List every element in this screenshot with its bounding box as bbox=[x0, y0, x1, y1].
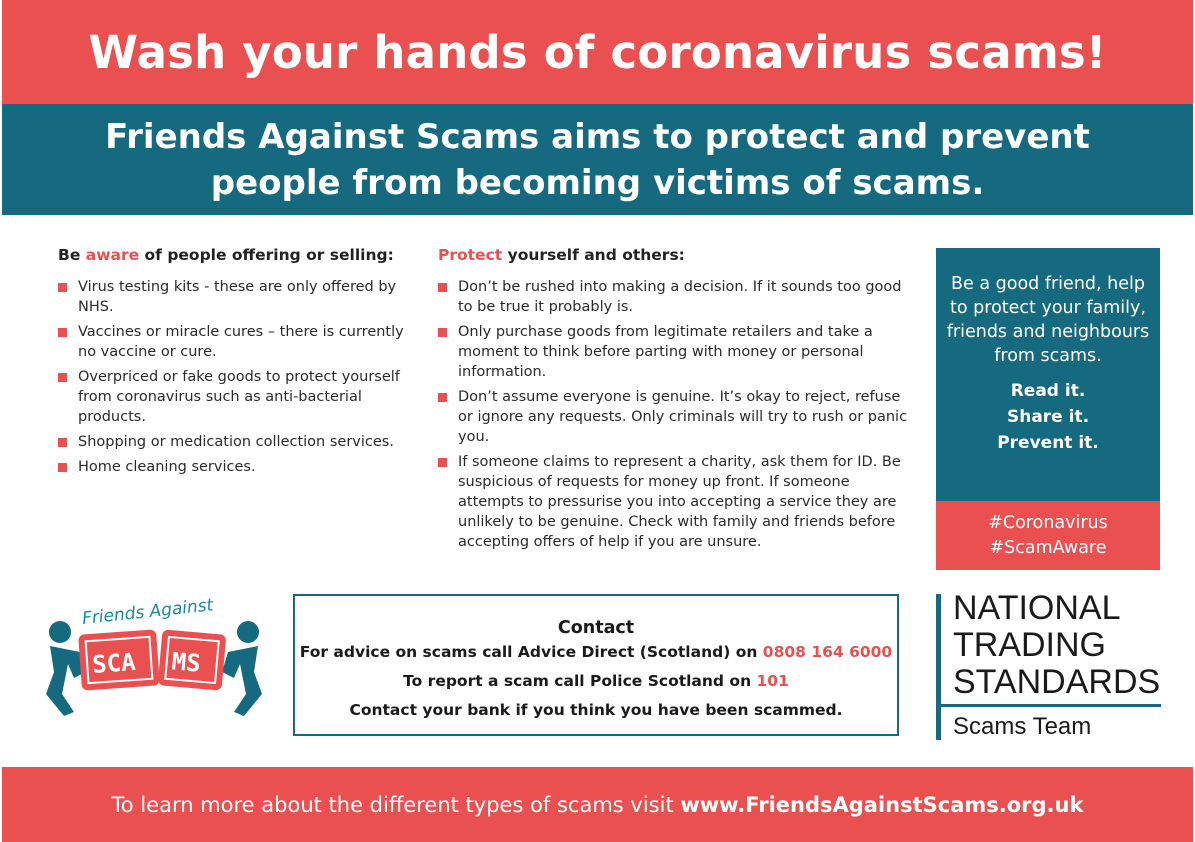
protect-section bbox=[438, 246, 908, 557]
subtitle-banner bbox=[2, 104, 1193, 215]
hashtag-box bbox=[936, 501, 1160, 570]
hashtag-scamaware: #ScamAware bbox=[989, 537, 1107, 558]
aware-item-text: Overpriced or fake goods to protect yourself from coronavirus such as anti-bacterial products. bbox=[78, 369, 400, 425]
nts-team: Scams Team bbox=[953, 713, 1092, 740]
subtitle-line-2: people from becoming victims of scams. bbox=[210, 162, 985, 203]
person-right-head-icon bbox=[237, 621, 259, 643]
footer-url-link[interactable]: www.FriendsAgainstScams.org.uk bbox=[680, 792, 1084, 817]
protect-item-text: Don’t be rushed into making a decision. If it sounds too good to be true it probably is. bbox=[458, 279, 902, 315]
aware-heading bbox=[58, 246, 418, 264]
contact-box bbox=[293, 594, 899, 736]
subtitle-line-1: Friends Against Scams aims to protect and prevent bbox=[105, 116, 1090, 157]
bullet-square-icon bbox=[438, 458, 447, 467]
aware-item-text: Vaccines or miracle cures – there is currently no vaccine or cure. bbox=[78, 324, 404, 360]
friend-message: Be a good friend, help to protect your family, friends and neighbours from scams. bbox=[946, 274, 1150, 366]
bullet-square-icon bbox=[58, 328, 67, 337]
bullet-square-icon bbox=[438, 328, 447, 337]
bullet-square-icon bbox=[58, 463, 67, 472]
footer-text-pre: To learn more about the different types of scams visit bbox=[111, 792, 681, 817]
advice-phone-link[interactable]: 0808 164 6000 bbox=[762, 643, 893, 661]
bullet-square-icon bbox=[438, 393, 447, 402]
protect-item-text: Only purchase goods from legitimate retailers and take a moment to think before parting with money or personal information. bbox=[458, 324, 873, 380]
contact-title: Contact bbox=[557, 618, 635, 638]
nts-name bbox=[953, 590, 1160, 701]
bullet-square-icon bbox=[58, 283, 67, 292]
aware-section bbox=[58, 246, 418, 482]
nts-line-1: NATIONAL bbox=[953, 589, 1121, 627]
contact-police-line bbox=[295, 667, 897, 696]
footer-banner bbox=[2, 767, 1193, 842]
protect-item-text: If someone claims to represent a charity, ask them for ID. Be suspicious of requests for money up front. If someone attempts to pressurise you into accepting a service they are unlikely to be genuine. Check with family and friends before accepting offers of help if you are unsure. bbox=[458, 454, 901, 550]
bullet-square-icon bbox=[58, 373, 67, 382]
footer-text bbox=[112, 793, 1084, 817]
bullet-square-icon bbox=[58, 438, 67, 447]
aware-item-text: Virus testing kits - these are only offered by NHS. bbox=[78, 279, 397, 315]
sign-right-text: MS bbox=[170, 647, 202, 678]
contact-police-text: To report a scam call Police Scotland on bbox=[403, 672, 757, 690]
friends-against-scams-logo bbox=[40, 594, 270, 718]
list-item bbox=[438, 322, 908, 382]
cta-list bbox=[936, 378, 1160, 456]
police-phone-link[interactable]: 101 bbox=[756, 672, 789, 690]
cta-prevent: Prevent it. bbox=[997, 433, 1099, 453]
page-title: Wash your hands of coronavirus scams! bbox=[88, 25, 1107, 79]
protect-heading-highlight: Protect bbox=[438, 246, 503, 264]
nts-bar bbox=[936, 594, 941, 740]
aware-heading-post: of people offering or selling: bbox=[139, 246, 394, 264]
nts-divider bbox=[941, 704, 1161, 707]
person-right-body-icon bbox=[222, 646, 262, 716]
protect-heading bbox=[438, 246, 908, 264]
list-item bbox=[58, 277, 418, 317]
nts-line-3: STANDARDS bbox=[953, 663, 1161, 701]
title-banner bbox=[2, 0, 1193, 104]
aware-heading-pre: Be bbox=[58, 246, 86, 264]
list-item bbox=[58, 432, 418, 452]
contact-bank-line: Contact your bank if you think you have been scammed. bbox=[349, 701, 843, 719]
logo-caption: Friends Against bbox=[81, 595, 215, 630]
aware-item-text: Shopping or medication collection services. bbox=[78, 434, 394, 450]
bullet-square-icon bbox=[438, 283, 447, 292]
contact-advice-text: For advice on scams call Advice Direct (Scotland) on bbox=[299, 643, 763, 661]
aware-list bbox=[58, 277, 418, 477]
national-trading-standards-logo bbox=[936, 589, 1166, 740]
sign-left-text: SCA bbox=[91, 647, 137, 679]
person-left-head-icon bbox=[49, 621, 71, 643]
list-item bbox=[58, 367, 418, 427]
friend-message-box bbox=[936, 248, 1160, 501]
cta-read: Read it. bbox=[1010, 381, 1086, 401]
protect-list bbox=[438, 277, 908, 552]
logo-graphic bbox=[40, 594, 270, 718]
aware-item-text: Home cleaning services. bbox=[78, 459, 256, 475]
cta-share: Share it. bbox=[1006, 407, 1090, 427]
protect-item-text: Don’t assume everyone is genuine. It’s okay to reject, refuse or ignore any requests. Only criminals will try to rush or panic you. bbox=[458, 389, 908, 445]
list-item bbox=[438, 452, 908, 552]
hashtag-coronavirus: #Coronavirus bbox=[988, 512, 1108, 533]
list-item bbox=[58, 322, 418, 362]
nts-line-2: TRADING bbox=[953, 626, 1106, 664]
list-item bbox=[438, 277, 908, 317]
list-item bbox=[58, 457, 418, 477]
list-item bbox=[438, 387, 908, 447]
protect-heading-post: yourself and others: bbox=[502, 246, 685, 264]
aware-heading-highlight: aware bbox=[85, 246, 140, 264]
contact-advice-line bbox=[295, 638, 897, 667]
